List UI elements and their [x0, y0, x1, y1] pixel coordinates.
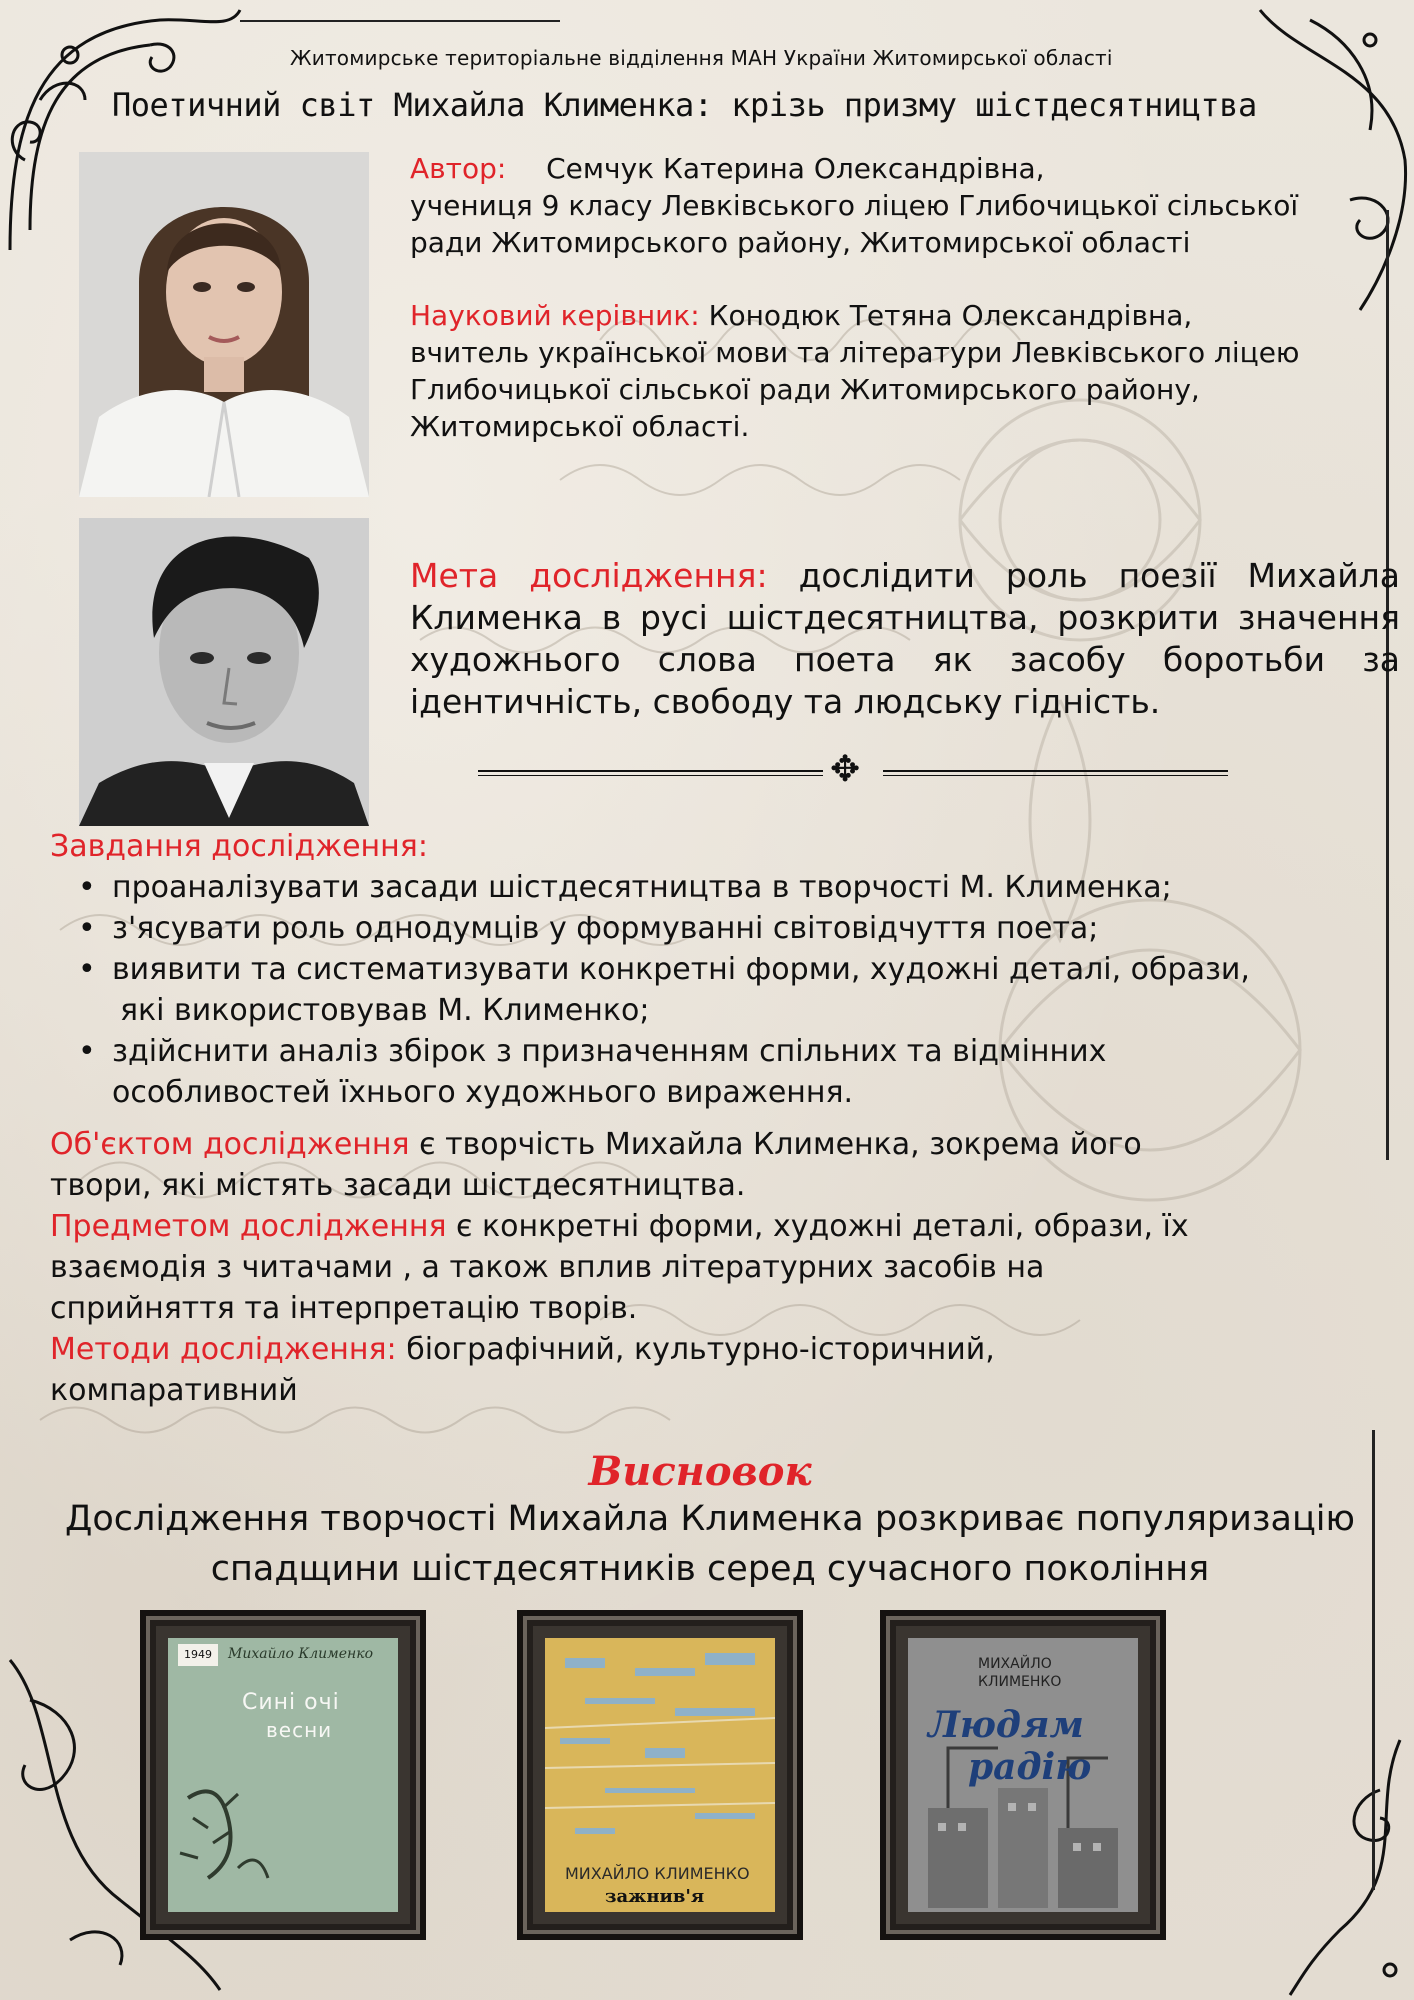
subject-text-2: взаємодія з читачами , а також вплив літературних засобів на: [50, 1250, 1045, 1285]
methods-text-2: компаративний: [50, 1373, 298, 1408]
supervisor-line-4: Житомирської області.: [410, 410, 750, 443]
research-details: [50, 1124, 1380, 1411]
goal-text: дослідити роль поезії Михайла Клименка в русі шістдесятництва, розкрити значення художнього слова поета як засобу боротьби за ідентичність, свободу та людську гідність.: [410, 556, 1400, 721]
conclusion-line-1: Дослідження творчості Михайла Клименка розкриває популяризацію: [65, 1499, 1355, 1539]
book-frame-3: [880, 1610, 1166, 1940]
methods-text: біографічний, культурно-історичний,: [396, 1332, 995, 1367]
object-text-2: твори, які містять засади шістдесятництва.: [50, 1168, 746, 1203]
methods-label: Методи дослідження:: [50, 1332, 397, 1367]
book-3-author-line-1: МИХАЙЛО: [978, 1656, 1052, 1672]
conclusion-text: [30, 1494, 1390, 1594]
tasks-label: Завдання дослідження:: [50, 829, 428, 864]
supervisor-label: Науковий керівник:: [410, 299, 700, 332]
book-3-title-line-1: Людям: [928, 1704, 1084, 1746]
supervisor-name: Конодюк Тетяна Олександрівна,: [708, 299, 1193, 332]
book-cover-3: [908, 1638, 1138, 1912]
book-1-title-line-1: Сині очі: [242, 1690, 340, 1715]
divider-ornament-icon: ✥: [830, 749, 861, 790]
corner-ornament-bottom-right: [1280, 1730, 1414, 2000]
author-name: Семчук Катерина Олександрівна,: [546, 152, 1045, 185]
book-1-author: Михайло Клименко: [228, 1646, 374, 1662]
subject-text: є конкретні форми, художні деталі, образи, їх: [446, 1209, 1189, 1244]
object-text: є творчість Михайла Клименка, зокрема його: [409, 1127, 1142, 1162]
author-label: Автор:: [410, 152, 507, 185]
task-item: • проаналізувати засади шістдесятництва в творчості М. Клименка;: [50, 867, 1380, 908]
conclusion-line-2: спадщини шістдесятників серед сучасного покоління: [210, 1549, 1210, 1589]
conclusion-title: Висновок: [588, 1448, 812, 1495]
poet-photo: [79, 518, 369, 826]
author-line-2: учениця 9 класу Левківського ліцею Глибочицької сільської: [410, 189, 1299, 222]
book-2-title: зажнив'я: [605, 1886, 705, 1907]
supervisor-block: [410, 297, 1410, 445]
ornament-divider: [478, 749, 1228, 790]
subject-text-3: сприйняття та інтерпретацію творів.: [50, 1291, 638, 1326]
task-item: • з'ясувати роль однодумців у формуванні світовідчуття поета;: [50, 908, 1380, 949]
book-frame-2: [517, 1610, 803, 1940]
subject-label: Предметом дослідження: [50, 1209, 447, 1244]
task-item: • здійснити аналіз збірок з призначенням спільних та відмінних особливостей їхнього художнього вираження.: [50, 1031, 1380, 1113]
poster-title: Поетичний світ Михайла Клименка: крізь призму шістдесятництва: [112, 86, 1257, 124]
author-photo: [79, 152, 369, 497]
goal-block: [410, 555, 1400, 723]
tasks-block: [50, 826, 1380, 1113]
book-cover-2: [545, 1638, 775, 1912]
author-line-3: ради Житомирського району, Житомирської області: [410, 226, 1191, 259]
book-3-title-line-2: радію: [968, 1746, 1092, 1788]
supervisor-line-3: Глибочицької сільської ради Житомирського району,: [410, 373, 1200, 406]
author-block: [410, 150, 1410, 261]
book-2-author: МИХАЙЛО КЛИМЕНКО: [565, 1864, 750, 1883]
book-1-artwork: [168, 1638, 398, 1912]
organization-name: Житомирське територіальне відділення МАН України Житомирської області: [290, 46, 1113, 70]
goal-label: Мета дослідження:: [410, 556, 768, 595]
top-border-line: [240, 20, 560, 22]
task-item: • виявити та систематизувати конкретні форми, художні деталі, образи, які використовував М. Клименко;: [50, 949, 1380, 1031]
book-3-author-line-2: КЛИМЕНКО: [978, 1674, 1062, 1690]
object-label: Об'єктом дослідження: [50, 1127, 410, 1162]
book-cover-1: [168, 1638, 398, 1912]
supervisor-line-2: вчитель української мови та літератури Левківського ліцею: [410, 336, 1300, 369]
library-sticker: 1949: [178, 1644, 218, 1666]
book-frame-1: [140, 1610, 426, 1940]
book-1-title-line-2: весни: [266, 1718, 333, 1742]
